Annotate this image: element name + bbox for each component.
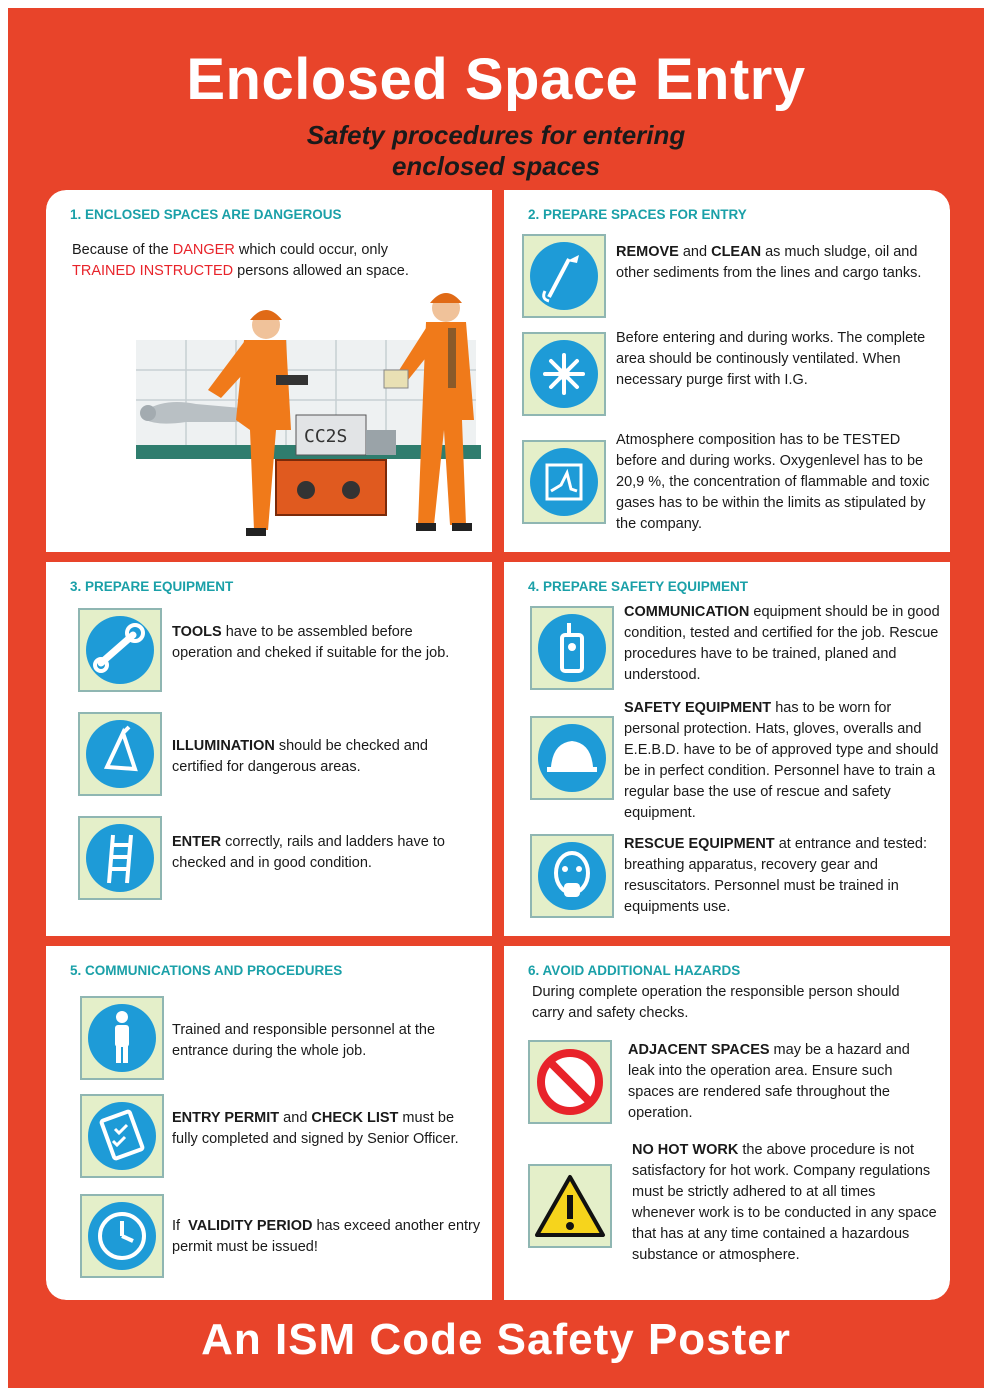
text-fragment: have to be assembled before operation and cheked if suitable for the job. [172,624,450,661]
poster [8,8,984,1388]
box-label: CC2S [304,426,348,447]
section-2-item-2-text: Before entering and during works. The complete area should be continously ventilated. When necessary purge first with I.G. [616,330,926,388]
section-5-item-2-text [172,1108,482,1150]
safety-equipment-word: SAFETY EQUIPMENT [624,700,772,716]
intro-text-a: Because of the [72,242,173,258]
validity-period-word: VALIDITY PERIOD [188,1218,313,1234]
rescue-equipment-word: RESCUE EQUIPMENT [624,836,775,852]
poster-subtitle [8,120,984,182]
text-fragment: has exceed another entry permit must be issued! [172,1218,481,1255]
text-fragment: the above procedure is not satisfactory for hot work. Company regulations must be strictly adhered to at all times whenever work is to be conducted in any space that has at any time contained a hazardous substance or atmosphere. [632,1142,937,1263]
tools-word: TOOLS [172,624,222,640]
checklist-icon [80,1094,164,1178]
check-list-word: CHECK LIST [311,1110,399,1126]
text-fragment: correctly, rails and ladders have to checked and in good condition. [172,834,445,871]
section-4-title: 4. PREPARE SAFETY EQUIPMENT [528,579,749,594]
section-3-title: 3. PREPARE EQUIPMENT [70,579,234,594]
section-3-item-1-text [172,622,472,664]
enter-word: ENTER [172,834,222,850]
section-5-panel [46,946,492,1300]
text-fragment: and [279,1110,312,1126]
sections-board [46,190,950,1300]
wrench-icon [78,608,162,692]
section-6-panel [504,946,950,1300]
section-5-item-3-text [172,1216,482,1258]
hard-hat-icon [530,716,614,800]
illumination-word: ILLUMINATION [172,738,275,754]
adjacent-spaces-word: ADJACENT SPACES [628,1042,770,1058]
lamp-icon [78,712,162,796]
section-2-item-1-text [616,242,936,284]
entry-permit-word: ENTRY PERMIT [172,1110,280,1126]
section-3-item-2-text [172,736,472,778]
section-5-title: 5. COMMUNICATIONS AND PROCEDURES [70,963,343,978]
intro-text-c: persons allowed an space. [233,263,409,279]
text-fragment: equipment should be in good condition, tested and certified for the job. Rescue procedures have to be trained, planed and understood. [624,604,940,683]
text-fragment: must be fully completed and signed by Senior Officer. [172,1110,459,1147]
text-fragment: as much sludge, oil and other sediments from the lines and cargo tanks. [616,244,922,281]
radio-icon [530,606,614,690]
person-icon [80,996,164,1080]
section-2-item-3-text: Atmosphere composition has to be TESTED before and during works. Oxygenlevel has to be 20,9 %, the concentration of flammable and toxic gases has to be within the limits as stipulated by the company. [616,432,930,532]
clean-word: CLEAN [711,244,762,260]
section-3-item-3-text [172,832,472,874]
hose-clean-icon [522,234,606,318]
text-fragment: may be a hazard and leak into the operation area. Ensure such spaces are rendered safe throughout the operation. [628,1042,910,1121]
trained-instructed-words: TRAINED INSTRUCTED [72,263,234,279]
prohibition-icon [528,1040,612,1124]
section-4-item-3-text [624,834,944,918]
gas-meter-icon [522,440,606,524]
no-hot-work-word: NO HOT WORK [632,1142,739,1158]
text-fragment: and [678,244,712,260]
poster-title: Enclosed Space Entry [186,47,806,112]
section-1-panel [46,190,492,552]
section-5-item-1-text: Trained and responsible personnel at the entrance during the whole job. [172,1022,436,1059]
workers-illustration [126,280,486,542]
section-4-item-1-text [624,602,944,686]
section-6-intro: During complete operation the responsible person should carry and safety checks. [532,984,900,1021]
section-4-item-2-text [624,698,944,824]
ladder-icon [78,816,162,900]
section-3-panel [46,562,492,936]
text-fragment: at entrance and tested: breathing apparatus, recovery gear and resuscitators. Personnel must be trained in equipments use. [624,836,928,915]
section-6-item-2-text [632,1140,938,1266]
section-4-panel [504,562,950,936]
section-1-title: 1. ENCLOSED SPACES ARE DANGEROUS [70,207,342,222]
communication-word: COMMUNICATION [624,604,750,620]
section-6-item-1-text [628,1040,938,1124]
text-fragment: has to be worn for personal protection. Hats, gloves, overalls and E.E.B.D. have to be of approved type and should be in perfect condition. Personnel have to train a regular base the use of rescue and safety equipment. [624,700,939,821]
ventilation-fan-icon [522,332,606,416]
warning-triangle-icon [528,1164,612,1248]
section-2-panel [504,190,950,552]
text-fragment: If [172,1218,189,1234]
text-fragment: should be checked and certified for dangerous areas. [172,738,428,775]
danger-word: DANGER [172,242,235,258]
remove-word: REMOVE [616,244,679,260]
section-6-title: 6. AVOID ADDITIONAL HAZARDS [528,963,741,978]
poster-footer: An ISM Code Safety Poster [201,1315,791,1364]
intro-text-b: which could occur, only [234,242,388,258]
subtitle-line-1: Safety procedures for entering [306,120,686,150]
clock-icon [80,1194,164,1278]
section-2-title: 2. PREPARE SPACES FOR ENTRY [528,207,747,222]
breathing-mask-icon [530,834,614,918]
section-1-intro [72,240,442,282]
subtitle-line-2: enclosed spaces [391,151,601,181]
